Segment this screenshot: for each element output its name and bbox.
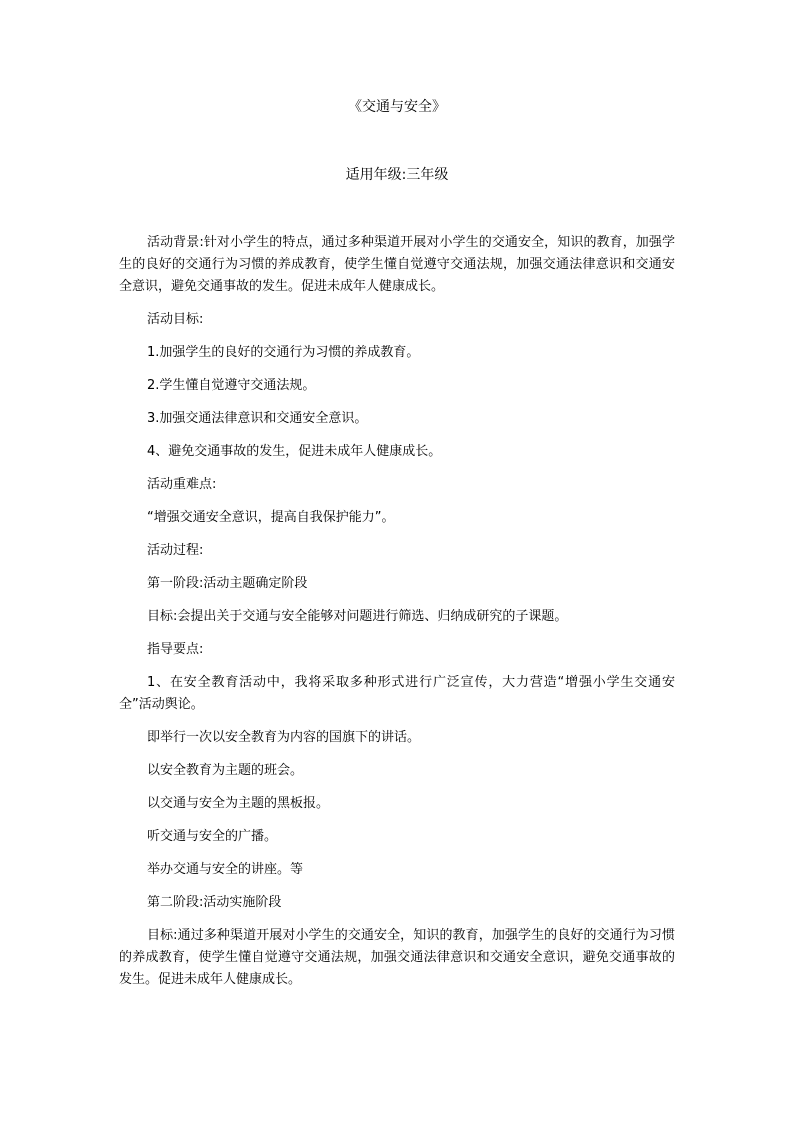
paragraph-goal-2: 2.学生懂自觉遵守交通法规。 — [147, 378, 316, 393]
paragraph-goal-3: 3.加强交通法律意识和交通安全意识。 — [147, 411, 368, 426]
paragraph-goals-heading: 活动目标: — [147, 312, 204, 327]
paragraph-guidance-1: 1、在安全教育活动中，我将采取多种形式进行广泛宣传，大力营造“增强小学生交通安全”活动舆论。 — [119, 675, 675, 712]
paragraph-class-meeting: 以安全教育为主题的班会。 — [147, 763, 304, 778]
grade-line: 适用年级:三年级 — [345, 167, 449, 183]
paragraph-background: 活动背景:针对小学生的特点，通过多种渠道开展对小学生的交通安全，知识的教育，加强学生的良好的交通行为习惯的养成教育，使学生懂自觉遵守交通法规，加强交通法律意识和交通安全意识，避免交通事故的发生。促进未成年人健康成长。 — [119, 235, 675, 294]
document-body — [119, 232, 675, 1002]
document-title: 《交通与安全》 — [348, 99, 446, 115]
paragraph-blackboard: 以交通与安全为主题的黑板报。 — [147, 796, 330, 811]
paragraph-stage-1-goal: 目标:会提出关于交通与安全能够对问题进行筛选、归纳成研究的子课题。 — [147, 609, 568, 624]
paragraph-goal-1: 1.加强学生的良好的交通行为习惯的养成教育。 — [147, 345, 420, 360]
paragraph-key-points: “增强交通安全意识，提高自我保护能力”。 — [147, 510, 395, 525]
paragraph-stage-2-goal: 目标:通过多种渠道开展对小学生的交通安全，知识的教育，加强学生的良好的交通行为习惯的养成教育，使学生懂自觉遵守交通法规，加强交通法律意识和交通安全意识，避免交通事故的发生。促进未成年人健康成长。 — [119, 928, 675, 987]
paragraph-stage-2-heading: 第二阶段:活动实施阶段 — [147, 895, 282, 910]
paragraph-goal-4: 4、避免交通事故的发生，促进未成年人健康成长。 — [147, 444, 442, 459]
paragraph-broadcast: 听交通与安全的广播。 — [147, 829, 278, 844]
paragraph-flag-speech: 即举行一次以安全教育为内容的国旗下的讲话。 — [147, 730, 421, 745]
paragraph-guidance-heading: 指导要点: — [147, 642, 204, 657]
paragraph-key-points-heading: 活动重难点: — [147, 477, 217, 492]
paragraph-stage-1-heading: 第一阶段:活动主题确定阶段 — [147, 576, 308, 591]
paragraph-process-heading: 活动过程: — [147, 543, 204, 558]
paragraph-lecture: 举办交通与安全的讲座。等 — [147, 862, 304, 877]
